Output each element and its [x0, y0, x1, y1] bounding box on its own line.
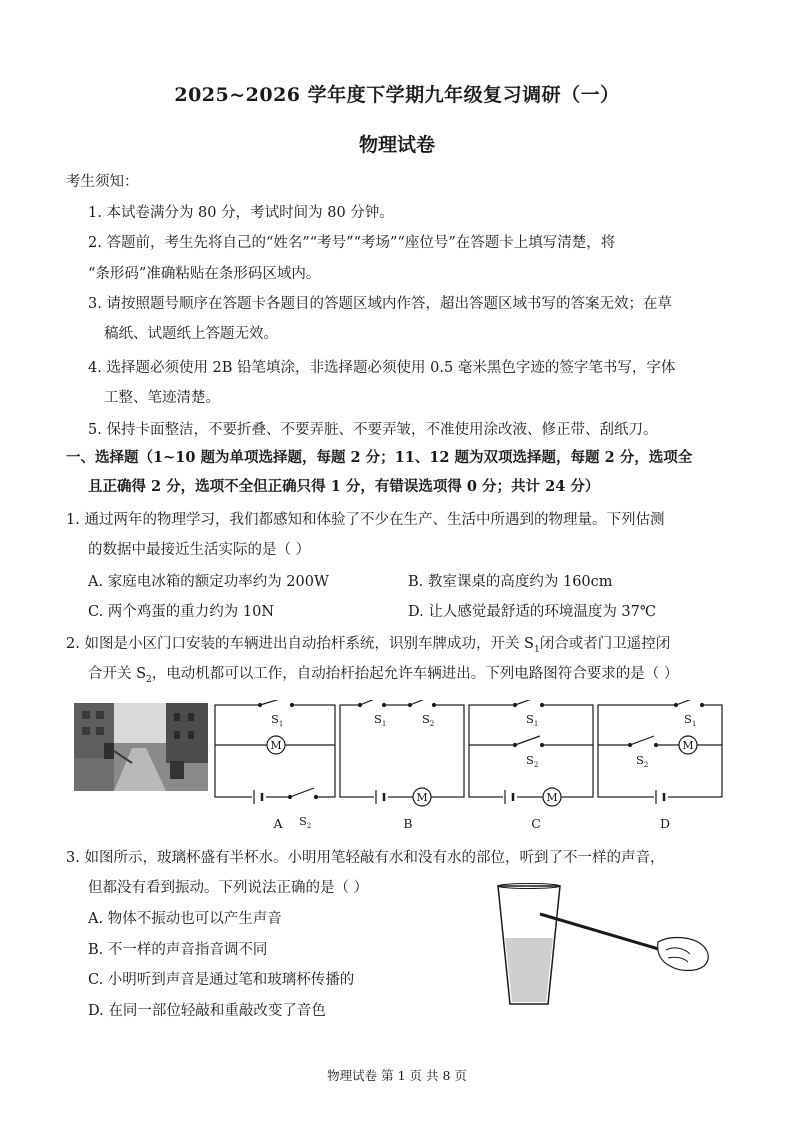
glass-and-pen-figure — [490, 880, 720, 1010]
q1-option-c: C. 两个鸡蛋的重力约为 10N — [88, 604, 275, 620]
notice-heading: 考生须知： — [66, 174, 139, 190]
b-s1-label: $S_1$ — [374, 712, 387, 728]
q2-stem-cont: 合开关 $S_2$，电动机都可以工作，自动抬杆抬起允许车辆进出。下列电路图符合要求的是（ ） — [88, 666, 679, 685]
exam-subject: 物理试卷 — [358, 134, 435, 156]
diagram-label-d: D — [659, 816, 671, 831]
notice-item-3-cont: 稿纸、试题纸上答题无效。 — [104, 326, 278, 342]
motor-c-label: M — [546, 791, 558, 804]
gate-photo — [74, 703, 208, 791]
notice-item-1: 1. 本试卷满分为 80 分，考试时间为 80 分钟。 — [88, 205, 394, 221]
a-s1-label: $S_1$ — [271, 712, 284, 728]
circuit-d — [598, 700, 722, 804]
section-heading: 一、选择题（1~10 题为单项选择题，每题 2 分；11、12 题为双项选择题，每题 2 分，选项全 — [66, 449, 693, 466]
d-s1-label: $S_1$ — [684, 712, 697, 728]
q3-stem-cont: 但都没有看到振动。下列说法正确的是（ ） — [88, 880, 369, 896]
q2-stem: 2. 如图是小区门口安装的车辆进出自动抬杆系统，识别车牌成功，开关 $S_1$闭合或者门卫遥控闭 — [66, 636, 671, 655]
notice-item-2: 2. 答题前，考生先将自己的“姓名”“考号”“考场”“座位号”在答题卡上填写清楚，将 — [88, 235, 616, 251]
q3-option-a: A. 物体不振动也可以产生声音 — [88, 911, 282, 927]
section-heading-cont: 且正确得 2 分，选项不全但正确只得 1 分，有错误选项得 0 分；共计 24 分） — [88, 478, 600, 495]
diagram-label-b: B — [403, 816, 413, 831]
page-footer: 物理试卷 第 1 页 共 8 页 — [327, 1068, 467, 1083]
circuit-diagrams — [210, 700, 730, 840]
motor-a-label: M — [270, 739, 282, 752]
notice-item-2-cont: “条形码”准确粘贴在条形码区域内。 — [88, 266, 321, 282]
q1-stem-cont: 的数据中最接近生活实际的是（ ） — [88, 542, 311, 558]
motor-d-label: M — [682, 739, 694, 752]
d-s2-label: $S_2$ — [636, 753, 649, 769]
q1-option-b: B. 教室课桌的高度约为 160cm — [408, 574, 613, 590]
motor-b-label: M — [416, 791, 428, 804]
diagram-label-c: C — [531, 816, 541, 831]
notice-item-3: 3. 请按照题号顺序在答题卡各题目的答题区域内作答，超出答题区域书写的答案无效；在草 — [88, 296, 672, 312]
notice-item-4: 4. 选择题必须使用 2B 铅笔填涂，非选择题必须使用 0.5 毫米黑色字迹的签字笔书写，字体 — [88, 360, 676, 376]
exam-title: 2025~2026 学年度下学期九年级复习调研（一） — [174, 84, 620, 106]
diagram-label-a: A — [273, 816, 283, 831]
b-s2-label: $S_2$ — [422, 712, 435, 728]
notice-item-4-cont: 工整、笔迹清楚。 — [104, 390, 220, 406]
q3-option-c: C. 小明听到声音是通过笔和玻璃杯传播的 — [88, 972, 355, 988]
a-s2-label: $S_2$ — [299, 814, 312, 830]
c-s1-label: $S_1$ — [526, 712, 539, 728]
notice-item-5: 5. 保持卡面整洁，不要折叠、不要弄脏、不要弄皱，不准使用涂改液、修正带、刮纸刀。 — [88, 422, 658, 438]
q3-option-b: B. 不一样的声音指音调不同 — [88, 942, 268, 958]
q1-option-d: D. 让人感觉最舒适的环境温度为 37℃ — [408, 604, 657, 620]
q3-option-d: D. 在同一部位轻敲和重敲改变了音色 — [88, 1003, 326, 1019]
q1-stem: 1. 通过两年的物理学习，我们都感知和体验了不少在生产、生活中所遇到的物理量。下列估测 — [66, 512, 665, 528]
q1-option-a: A. 家庭电冰箱的额定功率约为 200W — [88, 574, 329, 590]
c-s2-label: $S_2$ — [526, 753, 539, 769]
q3-stem: 3. 如图所示，玻璃杯盛有半杯水。小明用笔轻敲有水和没有水的部位，听到了不一样的声音， — [66, 850, 665, 866]
circuit-b — [340, 700, 464, 806]
